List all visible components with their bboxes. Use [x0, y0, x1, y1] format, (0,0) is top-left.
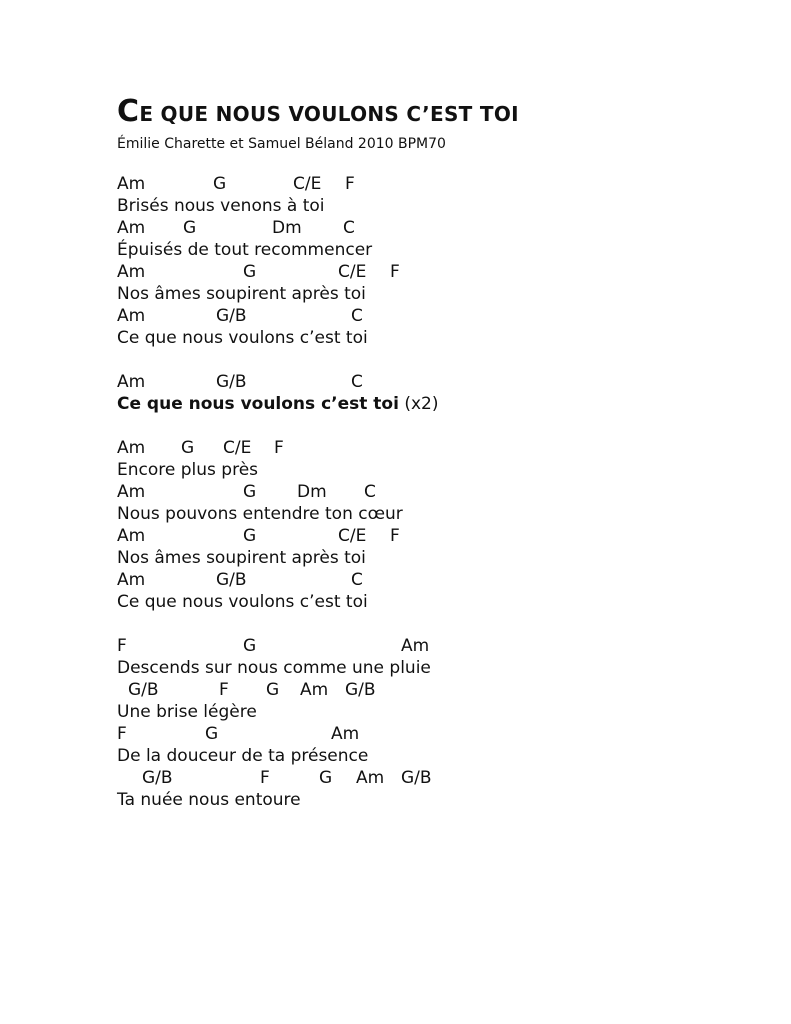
lyric-line: [117, 547, 757, 569]
lyric: Nos âmes soupirent après toi: [117, 548, 366, 568]
song-credit: Émilie Charette et Samuel Béland 2010 BPM70: [117, 136, 446, 152]
chord: F: [390, 262, 400, 282]
chord: Am: [117, 174, 146, 194]
song-body: [117, 173, 757, 811]
chord: G/B: [216, 570, 247, 590]
chord: Am: [117, 526, 146, 546]
lyric: Ta nuée nous entoure: [117, 790, 301, 810]
lyric: Ce que nous voulons c’est toi: [117, 328, 368, 348]
chord-line: [117, 525, 757, 547]
chord: G/B: [401, 768, 432, 788]
chord: Am: [117, 372, 146, 392]
chord-line: [117, 437, 757, 459]
chord-line: [117, 767, 757, 789]
chord: C: [351, 306, 363, 326]
chord: C/E: [338, 262, 367, 282]
chord: G: [205, 724, 219, 744]
chord: Am: [356, 768, 385, 788]
chord: C/E: [223, 438, 252, 458]
lyric: Descends sur nous comme une pluie: [117, 658, 431, 678]
chord: G: [243, 526, 257, 546]
chord: F: [260, 768, 270, 788]
chord-line: [117, 217, 757, 239]
lyric: [117, 393, 439, 415]
stanza-gap: [117, 415, 757, 437]
title-apostrophe: ’: [422, 102, 430, 126]
chord: Am: [117, 438, 146, 458]
chord: C/E: [338, 526, 367, 546]
song-header: [117, 92, 757, 154]
chord: C: [351, 372, 363, 392]
chord: F: [117, 636, 127, 656]
song-title: [117, 92, 757, 134]
lyric: Une brise légère: [117, 702, 257, 722]
chord: F: [219, 680, 229, 700]
chord: F: [117, 724, 127, 744]
chord: G/B: [216, 306, 247, 326]
title-part: E QUE NOUS VOULONS C: [139, 102, 423, 126]
chord: G: [243, 636, 257, 656]
lyric: De la douceur de ta présence: [117, 746, 369, 766]
chord: F: [274, 438, 284, 458]
lyric: Encore plus près: [117, 460, 259, 480]
chord-line: [117, 723, 757, 745]
chord: F: [345, 174, 355, 194]
chord-line: [117, 569, 757, 591]
chord: G/B: [216, 372, 247, 392]
chord: G: [213, 174, 227, 194]
lyric: Épuisés de tout recommencer: [117, 240, 373, 260]
lyric-line: [117, 239, 757, 261]
lyric-line: [117, 283, 757, 305]
chord: G: [243, 262, 257, 282]
chord: C/E: [293, 174, 322, 194]
lyric-line: [117, 195, 757, 217]
chord-line: [117, 305, 757, 327]
lyric-line: [117, 503, 757, 525]
chord: G: [183, 218, 197, 238]
chord-line: [117, 635, 757, 657]
chord: G/B: [345, 680, 376, 700]
chord: G: [266, 680, 280, 700]
lyric-line: [117, 591, 757, 613]
chord: Am: [300, 680, 329, 700]
chord-line: [117, 679, 757, 701]
lyric-line: [117, 701, 757, 723]
lyric-line: [117, 789, 757, 811]
chord: Am: [117, 218, 146, 238]
chord: Am: [117, 570, 146, 590]
lyric: Nous pouvons entendre ton cœur: [117, 504, 403, 524]
chord: G/B: [142, 768, 173, 788]
chord: G: [181, 438, 195, 458]
lyric-line: [117, 657, 757, 679]
chord: Dm: [272, 218, 302, 238]
chord: C: [351, 570, 363, 590]
lyric: Ce que nous voulons c’est toi: [117, 592, 368, 612]
title-end: EST TOI: [430, 102, 519, 126]
lyric: Nos âmes soupirent après toi: [117, 284, 366, 304]
chord: Am: [401, 636, 430, 656]
chorus-lyric: Ce que nous voulons c’est toi: [117, 394, 399, 414]
chord: Am: [117, 262, 146, 282]
chord-line: [117, 371, 757, 393]
title-initial: C: [117, 94, 140, 129]
repeat-marker: (x2): [404, 394, 439, 414]
lyric-line: [117, 327, 757, 349]
chord-line: [117, 261, 757, 283]
stanza-gap: [117, 613, 757, 635]
chord: Dm: [297, 482, 327, 502]
chord: G: [243, 482, 257, 502]
lyric: Brisés nous venons à toi: [117, 196, 325, 216]
chord: C: [343, 218, 355, 238]
chord-line: [117, 173, 757, 195]
chord: Am: [117, 306, 146, 326]
lyric-line: [117, 393, 757, 415]
chord: Am: [117, 482, 146, 502]
chord: Am: [331, 724, 360, 744]
chord: G/B: [128, 680, 159, 700]
lyric-line: [117, 745, 757, 767]
chord: C: [364, 482, 376, 502]
chord-line: [117, 481, 757, 503]
stanza-gap: [117, 349, 757, 371]
lyric-line: [117, 459, 757, 481]
chord: G: [319, 768, 333, 788]
chord: F: [390, 526, 400, 546]
